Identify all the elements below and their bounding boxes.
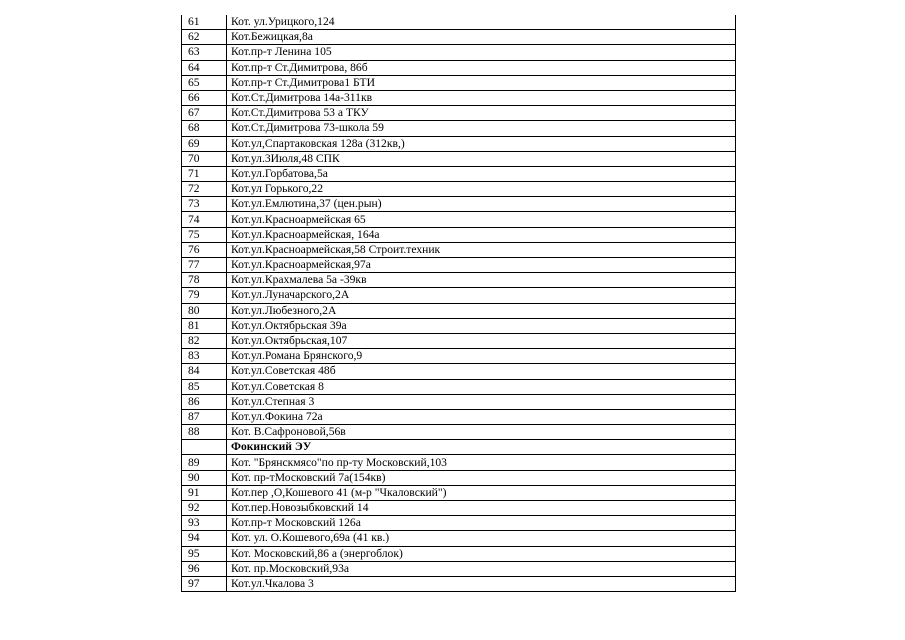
row-number: 91: [182, 485, 227, 500]
row-number: 79: [182, 288, 227, 303]
row-number: 97: [182, 576, 227, 591]
row-address: Кот.ул Горького,22: [227, 182, 736, 197]
table-row: [182, 303, 736, 318]
table-row: [182, 576, 736, 591]
row-address: Кот.ул.Фокина 72а: [227, 409, 736, 424]
row-number: 81: [182, 318, 227, 333]
row-address: Кот.ул.Романа Брянского,9: [227, 349, 736, 364]
row-number: 80: [182, 303, 227, 318]
row-address: Кот.ул.Емлютина,37 (цен.рын): [227, 197, 736, 212]
boiler-list-table: [181, 15, 736, 592]
row-address: Кот. пр-тМосковский 7а(154кв): [227, 470, 736, 485]
table-row: [182, 182, 736, 197]
table-row: [182, 349, 736, 364]
table-row: [182, 379, 736, 394]
row-number: 94: [182, 531, 227, 546]
row-number: 89: [182, 455, 227, 470]
boiler-list-body: [182, 15, 736, 592]
table-row: [182, 561, 736, 576]
row-number: 75: [182, 227, 227, 242]
row-number: 69: [182, 136, 227, 151]
table-row: [182, 212, 736, 227]
table-row: [182, 485, 736, 500]
table-row: [182, 546, 736, 561]
table-row: [182, 516, 736, 531]
row-number: 84: [182, 364, 227, 379]
row-address: Кот.ул.Горбатова,5а: [227, 166, 736, 181]
row-number: 78: [182, 273, 227, 288]
table-row: [182, 136, 736, 151]
row-address: Кот. пр.Московский,93а: [227, 561, 736, 576]
table-row: [182, 409, 736, 424]
table-row: [182, 273, 736, 288]
table-row: [182, 531, 736, 546]
row-address: Кот.ул.Красноармейская,97а: [227, 258, 736, 273]
section-title: Фокинский ЭУ: [227, 440, 736, 455]
table-row: [182, 45, 736, 60]
row-number: 93: [182, 516, 227, 531]
table-row: [182, 227, 736, 242]
section-header-row: [182, 440, 736, 455]
row-number: 87: [182, 409, 227, 424]
row-number: 76: [182, 242, 227, 257]
row-address: Кот.Бежицкая,8а: [227, 30, 736, 45]
row-address: Кот.ул.Красноармейская, 164а: [227, 227, 736, 242]
table-row: [182, 288, 736, 303]
row-address: Кот.Ст.Димитрова 14а-311кв: [227, 90, 736, 105]
table-row: [182, 364, 736, 379]
row-address: Кот.пр-т Московский 126а: [227, 516, 736, 531]
table-row: [182, 425, 736, 440]
row-address: Кот. Московский,86 а (энергоблок): [227, 546, 736, 561]
row-number: 88: [182, 425, 227, 440]
row-address: Кот.ул.Советская 48б: [227, 364, 736, 379]
table-row: [182, 60, 736, 75]
row-address: Кот.ул.Октябрьская,107: [227, 333, 736, 348]
table-row: [182, 106, 736, 121]
row-address: Кот.ул,Спартаковская 128а (312кв,): [227, 136, 736, 151]
row-number: 64: [182, 60, 227, 75]
row-number: 70: [182, 151, 227, 166]
row-address: Кот.ул.Степная 3: [227, 394, 736, 409]
row-number: 82: [182, 333, 227, 348]
row-number: 72: [182, 182, 227, 197]
table-row: [182, 242, 736, 257]
row-number: 74: [182, 212, 227, 227]
row-number: 71: [182, 166, 227, 181]
row-number: 86: [182, 394, 227, 409]
row-number: 62: [182, 30, 227, 45]
row-address: Кот.ул.Чкалова 3: [227, 576, 736, 591]
table-row: [182, 258, 736, 273]
row-address: Кот. "Брянскмясо"по пр-ту Московский,103: [227, 455, 736, 470]
row-number: 67: [182, 106, 227, 121]
row-address: Кот.Ст.Димитрова 73-школа 59: [227, 121, 736, 136]
row-address: Кот. ул. О.Кошевого,69а (41 кв.): [227, 531, 736, 546]
row-number: 90: [182, 470, 227, 485]
row-number: 85: [182, 379, 227, 394]
document-page: [181, 15, 736, 592]
row-address: Кот.пер ,О,Кошевого 41 (м-р "Чкаловский"): [227, 485, 736, 500]
row-number: 73: [182, 197, 227, 212]
table-row: [182, 197, 736, 212]
row-address: Кот.пр-т Ленина 105: [227, 45, 736, 60]
table-row: [182, 166, 736, 181]
row-address: Кот.ул.Крахмалева 5а -39кв: [227, 273, 736, 288]
table-row: [182, 151, 736, 166]
row-number: 68: [182, 121, 227, 136]
table-row: [182, 455, 736, 470]
row-number: 95: [182, 546, 227, 561]
row-address: Кот.пр-т Ст.Димитрова1 БТИ: [227, 75, 736, 90]
table-row: [182, 394, 736, 409]
row-number: 96: [182, 561, 227, 576]
row-address: Кот.пр-т Ст.Димитрова, 86б: [227, 60, 736, 75]
row-address: Кот.ул.Октябрьская 39а: [227, 318, 736, 333]
table-row: [182, 501, 736, 516]
row-address: Кот.пер.Новозыбковский 14: [227, 501, 736, 516]
table-row: [182, 470, 736, 485]
table-row: [182, 333, 736, 348]
row-number: 63: [182, 45, 227, 60]
table-row: [182, 30, 736, 45]
row-number: 92: [182, 501, 227, 516]
row-address: Кот.ул.Красноармейская,58 Строит.техник: [227, 242, 736, 257]
row-address: Кот.ул.3Июля,48 СПК: [227, 151, 736, 166]
table-row: [182, 75, 736, 90]
row-number: 77: [182, 258, 227, 273]
table-row: [182, 121, 736, 136]
row-number: 65: [182, 75, 227, 90]
row-address: Кот.ул.Любезного,2А: [227, 303, 736, 318]
row-number: 83: [182, 349, 227, 364]
row-address: Кот. ул.Урицкого,124: [227, 15, 736, 30]
table-row: [182, 90, 736, 105]
row-address: Кот.ул.Луначарского,2А: [227, 288, 736, 303]
table-row: [182, 318, 736, 333]
row-address: Кот.ул.Красноармейская 65: [227, 212, 736, 227]
row-address: Кот. В.Сафроновой,56в: [227, 425, 736, 440]
row-number: [182, 440, 227, 455]
row-number: 66: [182, 90, 227, 105]
row-number: 61: [182, 15, 227, 30]
table-row: [182, 15, 736, 30]
row-address: Кот.Ст.Димитрова 53 а ТКУ: [227, 106, 736, 121]
row-address: Кот.ул.Советская 8: [227, 379, 736, 394]
